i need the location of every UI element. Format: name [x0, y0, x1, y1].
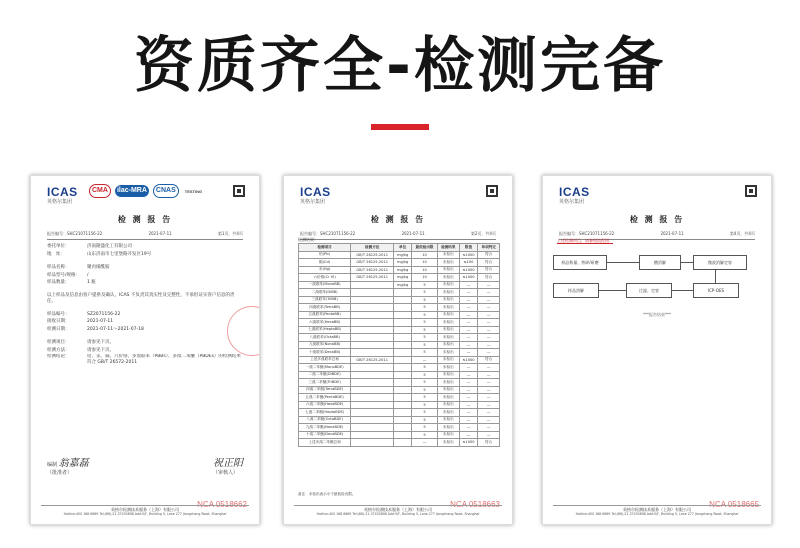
table-cell: 十溴联苯(DecaBB) [299, 349, 351, 357]
table-cell: mg/kg [394, 251, 412, 259]
table-cell: — [478, 371, 500, 379]
table-cell: — [459, 296, 478, 304]
table-cell: 5 [412, 386, 438, 394]
table-row [299, 379, 500, 387]
table-cell [394, 379, 412, 387]
table-cell: — [459, 386, 478, 394]
table-cell: 5 [412, 364, 438, 372]
table-cell: — [459, 341, 478, 349]
table-cell: — [478, 281, 500, 289]
table-cell: 未检出 [438, 274, 460, 282]
logo-text: ICAS [47, 185, 78, 199]
table-cell: 镉(Cd) [299, 259, 351, 267]
testing-badge: TESTING [184, 188, 203, 194]
table-cell: mg/kg [394, 259, 412, 267]
table-cell: GB/T 26125-2011 [351, 251, 394, 259]
cma-badge: CMA [89, 184, 111, 198]
table-note: 备注：未检出表示小于最低检出限。 [298, 492, 356, 496]
table-cell [351, 296, 394, 304]
table-cell: — [459, 431, 478, 439]
report-footer: 英格尔检测技术服务（上海）有限公司 Hotline:400 168 6669 Tel:(86)-21-37430898 Add:5/F, Building 5, Lane 277 Jiangchang Road, Shanghai [553, 505, 761, 516]
page-headline: 资质齐全-检测完备 [134, 31, 666, 101]
cnas-badge: CNAS [153, 184, 179, 198]
table-cell: — [478, 334, 500, 342]
field-row: 地 址： 山东济南市七里堡路开发区19号 [47, 251, 152, 257]
signature-right: 祝正阳 （审核人） [213, 458, 243, 476]
table-cell: 5 [412, 304, 438, 312]
table-row [299, 266, 500, 274]
table-cell: ≤1000 [459, 251, 478, 259]
report-page-cover [30, 175, 260, 525]
flow-step: 过滤、定容 [626, 283, 672, 298]
flow-step: 样品溶解 [553, 283, 599, 298]
table-cell [394, 356, 412, 364]
table-cell: 未检出 [438, 356, 460, 364]
table-cell: GB/T 26125-2011 [351, 259, 394, 267]
table-row [299, 259, 500, 267]
table-cell [394, 439, 412, 447]
table-cell [351, 311, 394, 319]
table-header-cell: 限值 [459, 244, 478, 252]
table-cell: — [478, 349, 500, 357]
table-cell: 5 [412, 431, 438, 439]
field-row: 检测日期： 2021-07-11～2021-07-18 [47, 326, 144, 332]
flow-step: 样品称量、剪碎/研磨 [553, 255, 607, 270]
table-cell: 符合 [478, 251, 500, 259]
table-cell [351, 394, 394, 402]
table-cell: — [459, 304, 478, 312]
table-cell: 未检出 [438, 296, 460, 304]
table-cell: — [459, 364, 478, 372]
table-cell: 八溴联苯(OctaBB) [299, 334, 351, 342]
report-fields [47, 243, 243, 366]
table-header-cell: 单位 [394, 244, 412, 252]
table-cell: 六溴二苯醚(HexaBDE) [299, 401, 351, 409]
table-cell [351, 281, 394, 289]
field-row: 样品数量： 1 瓶 [47, 280, 96, 285]
table-cell [394, 326, 412, 334]
table-row [299, 296, 500, 304]
table-cell: 符合 [478, 356, 500, 364]
table-row [299, 311, 500, 319]
report-page-flowchart [542, 175, 772, 525]
report-date: 2021-07-11 [148, 231, 172, 236]
qr-code-icon [486, 185, 498, 197]
flow-caption: 上述检测项目，请参照流程图： [557, 238, 613, 243]
table-cell: 未检出 [438, 281, 460, 289]
table-cell: 未检出 [438, 334, 460, 342]
table-cell: 未检出 [438, 259, 460, 267]
table-cell: 5 [412, 281, 438, 289]
table-cell: 二溴联苯(DiBB) [299, 289, 351, 297]
field-row: 样品名称： 聚丙烯酰胺 [47, 265, 110, 270]
table-cell: — [478, 386, 500, 394]
table-cell: 未检出 [438, 371, 460, 379]
qr-code-icon [233, 185, 245, 197]
table-cell: 上述多溴联苯总和 [299, 356, 351, 364]
table-cell: 未检出 [438, 386, 460, 394]
table-cell: — [412, 356, 438, 364]
table-cell: 未检出 [438, 311, 460, 319]
table-cell: — [459, 281, 478, 289]
table-header-cell: 检测项目 [299, 244, 351, 252]
table-cell: 九溴联苯(NonaBB) [299, 341, 351, 349]
logo-text: ICAS [559, 185, 590, 199]
table-cell: — [459, 401, 478, 409]
table-cell: 符合 [478, 259, 500, 267]
table-cell: — [478, 296, 500, 304]
table-row [299, 371, 500, 379]
table-cell: 5 [412, 349, 438, 357]
table-cell: 5 [412, 341, 438, 349]
field-row: 检测结论： 铅、汞、镉、六价铬、多溴联苯（PBBs）、多溴二苯醚（PBDEs）的检测结果符合 GB/T 26572-2011 [47, 354, 241, 365]
icas-logo [300, 185, 331, 205]
report-end-marker: ***报告结束*** [643, 312, 671, 317]
table-cell [394, 289, 412, 297]
table-header-cell: 检测结果 [438, 244, 460, 252]
table-cell: 未检出 [438, 431, 460, 439]
table-cell [351, 349, 394, 357]
logo-subtext: 英格尔集团 [300, 199, 326, 205]
table-cell: 上述多溴二苯醚总和 [299, 439, 351, 447]
flow-step: ICP-OES [693, 283, 739, 298]
report-title: 检 测 报 告 [117, 215, 173, 224]
table-cell: mg/kg [394, 266, 412, 274]
table-cell: — [459, 319, 478, 327]
table-cell: 未检出 [438, 401, 460, 409]
table-cell [351, 431, 394, 439]
table-cell: 5 [412, 371, 438, 379]
report-date: 2021-07-11 [401, 231, 425, 236]
table-row [299, 431, 500, 439]
table-row [299, 386, 500, 394]
table-cell: — [478, 394, 500, 402]
table-cell [351, 334, 394, 342]
table-row [299, 416, 500, 424]
table-cell: — [478, 409, 500, 417]
table-cell [351, 341, 394, 349]
table-cell [351, 424, 394, 432]
table-cell [394, 416, 412, 424]
table-cell: 未检出 [438, 424, 460, 432]
table-cell [351, 379, 394, 387]
table-row [299, 319, 500, 327]
table-cell: 十溴二苯醚(DecaBDE) [299, 431, 351, 439]
table-cell: 八溴二苯醚(OctaBDE) [299, 416, 351, 424]
field-row: 样品型号/规格： / [47, 272, 89, 278]
table-cell: 符合 [478, 266, 500, 274]
report-title: 检 测 报 告 [629, 215, 685, 224]
field-row: 检测方法： 请参见下页。 [47, 347, 114, 353]
table-row [299, 341, 500, 349]
table-cell: — [459, 416, 478, 424]
table-cell [351, 289, 394, 297]
nca-number: NCA 0518665 [709, 500, 759, 509]
table-caption: 检测结果： [298, 237, 318, 242]
field-row: 接收日期： 2021-07-11 [47, 319, 114, 324]
table-cell: 未检出 [438, 304, 460, 312]
table-cell: — [459, 311, 478, 319]
table-header-cell: 单项判定 [478, 244, 500, 252]
table-cell: 一溴二苯醚(MonoBDE) [299, 364, 351, 372]
table-cell: 5 [412, 394, 438, 402]
report-meta [47, 231, 243, 240]
table-cell [394, 394, 412, 402]
table-row [299, 409, 500, 417]
table-cell: — [459, 424, 478, 432]
table-cell: — [478, 424, 500, 432]
table-cell: — [459, 371, 478, 379]
flow-step: 酸消解 [639, 255, 681, 270]
table-row [299, 334, 500, 342]
table-cell: 5 [412, 326, 438, 334]
table-cell: 五溴二苯醚(PentaBDE) [299, 394, 351, 402]
table-cell: 5 [412, 319, 438, 327]
sample-note: 以上样品及信息由客户提供及确认，ICAS 不负责其真实性及完整性，不承担证实客户信息的责任。 [47, 292, 235, 304]
field-row: 检测项目： 请参见下页。 [47, 340, 114, 345]
report-date: 2021-07-11 [660, 231, 684, 236]
table-header-row [299, 244, 500, 252]
table-cell: 未检出 [438, 319, 460, 327]
table-row [299, 401, 500, 409]
table-cell [351, 416, 394, 424]
table-cell [394, 409, 412, 417]
table-row [299, 289, 500, 297]
signature: 祝正阳 [213, 458, 243, 469]
table-header-cell: 最低检出限 [412, 244, 438, 252]
page-indicator: 第4页，共4页 [729, 231, 755, 236]
accreditation-badges [89, 184, 204, 198]
table-cell: — [478, 401, 500, 409]
table-cell [351, 439, 394, 447]
table-cell [394, 349, 412, 357]
table-cell: ≤1000 [459, 439, 478, 447]
table-cell [394, 424, 412, 432]
table-cell: 未检出 [438, 416, 460, 424]
field-row: 样品编号： SZ2071156-22 [47, 311, 121, 317]
table-cell [394, 401, 412, 409]
nca-number: NCA 0518663 [450, 500, 500, 509]
table-cell: 铅(Pb) [299, 251, 351, 259]
headline-accent-bar [371, 124, 429, 130]
table-header-cell: 检测方法 [351, 244, 394, 252]
table-cell: 5 [412, 409, 438, 417]
table-cell: 五溴联苯(PentaBB) [299, 311, 351, 319]
table-cell: — [459, 394, 478, 402]
table-cell [394, 319, 412, 327]
table-cell: GB/T 26125-2011 [351, 356, 394, 364]
table-cell: 六价铬(Cr VI) [299, 274, 351, 282]
table-cell [351, 409, 394, 417]
table-cell: — [412, 439, 438, 447]
table-cell: 5 [412, 334, 438, 342]
table-row [299, 281, 500, 289]
table-cell: 5 [412, 379, 438, 387]
table-cell: 5 [412, 416, 438, 424]
table-cell: — [478, 364, 500, 372]
table-cell: — [478, 416, 500, 424]
page-indicator: 第1页，共4页 [217, 231, 243, 236]
table-cell: 三溴联苯(TriBB) [299, 296, 351, 304]
table-cell: 未检出 [438, 409, 460, 417]
table-row [299, 326, 500, 334]
table-cell: 三溴二苯醚(TriBDE) [299, 379, 351, 387]
table-cell: 七溴联苯(HeptaBB) [299, 326, 351, 334]
table-cell: 5 [412, 311, 438, 319]
table-row [299, 356, 500, 364]
table-cell: 四溴联苯(TetraBB) [299, 304, 351, 312]
table-cell: 未检出 [438, 251, 460, 259]
table-cell: 未检出 [438, 349, 460, 357]
report-footer: 英格尔检测技术服务（上海）有限公司 Hotline:400 168 6669 Tel:(86)-21-37430898 Add:5/F, Building 5, Lane 277 Jiangchang Road, Shanghai [41, 505, 249, 516]
table-cell: 5 [412, 289, 438, 297]
field-row: 委托单位： 济南隆盛化工有限公司 [47, 244, 132, 249]
ilac-badge: ilac-MRA [115, 185, 149, 197]
table-cell: 未检出 [438, 379, 460, 387]
table-cell: 符合 [478, 274, 500, 282]
table-cell: 四溴二苯醚(TetraBDE) [299, 386, 351, 394]
table-cell: — [478, 319, 500, 327]
table-cell: ≤1000 [459, 356, 478, 364]
signature-left: 编制 翁嘉磊 （批准者） [47, 458, 89, 476]
report-page-results [283, 175, 513, 525]
logo-subtext: 英格尔集团 [47, 199, 73, 205]
table-cell: 未检出 [438, 439, 460, 447]
table-cell: 未检出 [438, 341, 460, 349]
icas-logo [559, 185, 590, 205]
table-row [299, 439, 500, 447]
table-cell: — [459, 289, 478, 297]
table-cell: GB/T 26125-2011 [351, 274, 394, 282]
table-cell: ≤1000 [459, 266, 478, 274]
table-cell: 汞(Hg) [299, 266, 351, 274]
table-cell: 10 [412, 251, 438, 259]
report-number: 报告编号：SHC21071156-22 [47, 231, 103, 236]
table-cell [394, 334, 412, 342]
nca-number: NCA 0518662 [197, 500, 247, 509]
table-cell [351, 401, 394, 409]
table-cell: 10 [412, 259, 438, 267]
logo-subtext: 英格尔集团 [559, 199, 585, 205]
report-footer: 英格尔检测技术服务（上海）有限公司 Hotline:400 168 6669 Tel:(86)-21-37430898 Add:5/F, Building 5, Lane 277 Jiangchang Road, Shanghai [294, 505, 502, 516]
table-cell: mg/kg [394, 274, 412, 282]
table-row [299, 349, 500, 357]
table-row [299, 394, 500, 402]
table-cell [394, 311, 412, 319]
report-title: 检 测 报 告 [370, 215, 426, 224]
table-cell: — [459, 409, 478, 417]
table-cell: GB/T 26125-2011 [351, 266, 394, 274]
table-cell: 一溴联苯(MonoBB) [299, 281, 351, 289]
table-cell [394, 341, 412, 349]
table-cell [394, 364, 412, 372]
table-cell: 六溴联苯(HexaBB) [299, 319, 351, 327]
qr-code-icon [745, 185, 757, 197]
table-row [299, 304, 500, 312]
table-cell [394, 431, 412, 439]
table-cell [351, 371, 394, 379]
table-cell: 5 [412, 296, 438, 304]
table-cell: — [478, 431, 500, 439]
table-cell: 九溴二苯醚(NonaBDE) [299, 424, 351, 432]
flow-step: 微波消解定容 [693, 255, 747, 270]
logo-text: ICAS [300, 185, 331, 199]
results-table [298, 243, 500, 447]
table-cell: 二溴二苯醚(DiBDE) [299, 371, 351, 379]
table-cell: — [459, 349, 478, 357]
table-cell: 5 [412, 401, 438, 409]
table-cell: — [459, 326, 478, 334]
table-cell: 未检出 [438, 326, 460, 334]
table-cell: 未检出 [438, 394, 460, 402]
table-cell [351, 319, 394, 327]
table-cell: — [459, 379, 478, 387]
table-cell: — [478, 341, 500, 349]
table-cell [351, 326, 394, 334]
table-cell: — [478, 311, 500, 319]
table-cell: 10 [412, 274, 438, 282]
table-cell [351, 304, 394, 312]
table-cell: — [478, 379, 500, 387]
table-cell: 10 [412, 266, 438, 274]
table-cell [394, 304, 412, 312]
table-cell: 符合 [478, 439, 500, 447]
table-cell: — [459, 334, 478, 342]
table-row [299, 251, 500, 259]
table-cell [394, 371, 412, 379]
report-meta [300, 231, 496, 240]
table-cell: — [478, 304, 500, 312]
table-cell: — [478, 289, 500, 297]
table-cell: 未检出 [438, 364, 460, 372]
table-cell [351, 364, 394, 372]
table-cell: 七溴二苯醚(HeptaBDE) [299, 409, 351, 417]
table-row [299, 364, 500, 372]
table-cell: ≤1000 [459, 274, 478, 282]
signature: 翁嘉磊 [58, 458, 89, 469]
table-row [299, 274, 500, 282]
table-cell [351, 386, 394, 394]
table-cell: 未检出 [438, 289, 460, 297]
table-row [299, 424, 500, 432]
signature-block [47, 454, 243, 476]
report-number: 报告编号：SHC21071156-22 [300, 231, 356, 236]
page-indicator: 第2页，共4页 [470, 231, 496, 236]
table-cell: 5 [412, 424, 438, 432]
table-cell [394, 296, 412, 304]
table-cell: 未检出 [438, 266, 460, 274]
report-number: 报告编号：SHC21071156-22 [559, 231, 615, 236]
table-cell: — [478, 326, 500, 334]
table-cell: ≤100 [459, 259, 478, 267]
table-cell: mg/kg [394, 281, 412, 289]
icas-logo [47, 185, 78, 205]
table-cell [394, 386, 412, 394]
